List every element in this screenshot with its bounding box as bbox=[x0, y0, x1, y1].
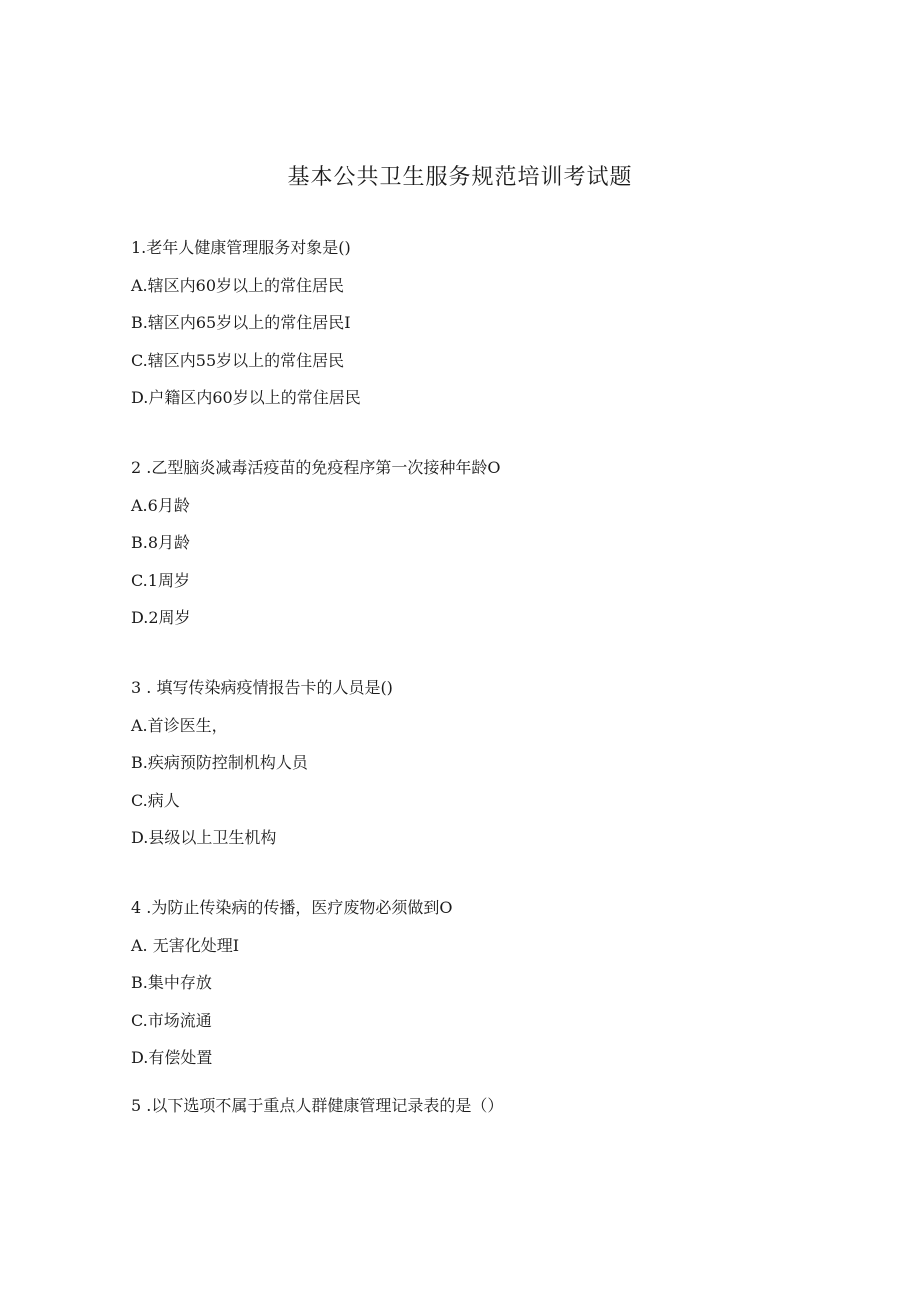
question-3-option-d: D.县级以上卫生机构 bbox=[131, 828, 277, 847]
question-4-option-c: C.市场流通 bbox=[131, 1011, 212, 1030]
page-title: 基本公共卫生服务规范培训考试题 bbox=[287, 165, 633, 190]
question-4-option-d: D.有偿处置 bbox=[131, 1048, 213, 1067]
question-1-option-d: D.户籍区内60岁以上的常住居民 bbox=[131, 388, 361, 407]
question-3-option-c: C.病人 bbox=[131, 791, 180, 810]
question-2-option-b: B.8月龄 bbox=[131, 533, 191, 552]
question-2-stem: 2 .乙型脑炎减毒活疫苗的免疫程序第一次接种年龄O bbox=[131, 458, 501, 477]
question-3-option-b: B.疾病预防控制机构人员 bbox=[131, 753, 308, 772]
question-4-option-a: A. 无害化处理I bbox=[131, 936, 240, 955]
question-4-stem: 4 .为防止传染病的传播，医疗废物必须做到O bbox=[131, 898, 453, 917]
question-3-stem: 3 . 填写传染病疫情报告卡的人员是() bbox=[131, 678, 393, 697]
question-4-option-b: B.集中存放 bbox=[131, 973, 212, 992]
question-1-option-c: C.辖区内55岁以上的常住居民 bbox=[131, 351, 345, 370]
question-1-option-b: B.辖区内65岁以上的常住居民I bbox=[131, 313, 351, 332]
question-1-stem: 1.老年人健康管理服务对象是() bbox=[131, 238, 351, 257]
question-3-option-a: A.首诊医生， bbox=[131, 716, 228, 735]
question-5-stem: 5 .以下选项不属于重点人群健康管理记录表的是（） bbox=[131, 1096, 504, 1115]
question-2-option-c: C.1周岁 bbox=[131, 571, 190, 590]
question-2-option-d: D.2周岁 bbox=[131, 608, 191, 627]
question-2-option-a: A.6月龄 bbox=[131, 496, 190, 515]
question-1-option-a: A.辖区内60岁以上的常住居民 bbox=[131, 276, 345, 295]
